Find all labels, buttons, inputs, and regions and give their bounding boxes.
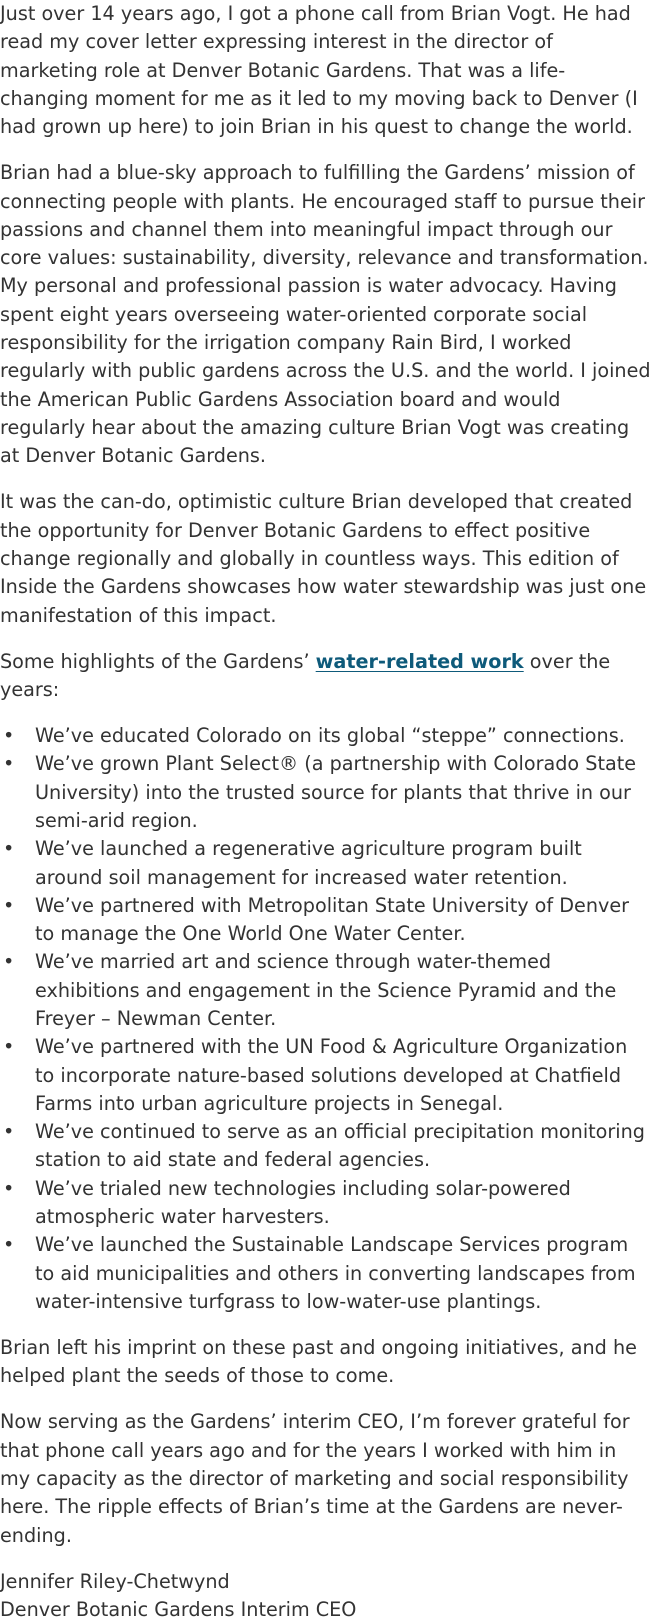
list-item-text: We’ve launched the Sustainable Landscape Services program to aid municipalities and others in converting landscapes from water-intensive turfgrass to low-water-use plantings. [35,1233,636,1313]
list-item-text: We’ve partnered with the UN Food & Agriculture Organization to incorporate nature-based solutions developed at Chatfield Farms into urban agriculture projects in Senegal. [35,1035,628,1115]
bullet-icon: • [3,893,15,917]
list-item-text: We’ve launched a regenerative agriculture program built around soil management for increased water retention. [35,837,582,889]
bullet-icon: • [3,1176,15,1200]
signature-title: Denver Botanic Gardens Interim CEO [0,1598,357,1622]
bullet-icon: • [3,1120,15,1144]
highlights-intro [0,648,651,705]
bullet-icon: • [3,1035,15,1059]
intro-paragraph-2: Brian had a blue-sky approach to fulfilling the Gardens’ mission of connecting people with plants. He encouraged staff to pursue their passions and channel them into meaningful impact through our core values: sustainability, diversity, relevance and transformation. My personal and professional passion is water advocacy. Having spent eight years overseeing water-oriented corporate social responsibility for the irrigation company Rain Bird, I worked regularly with public gardens across the U.S. and the world. I joined the American Public Gardens Association board and would regularly hear about the amazing culture Brian Vogt was creating at Denver Botanic Gardens. [0,161,651,468]
closing-paragraph-2: Now serving as the Gardens’ interim CEO, I’m forever grateful for that phone call years ago and for the years I worked with him in my capacity as the director of marketing and social responsibility here. The ripple effects of Brian’s time at the Gardens are never-ending. [0,1410,630,1547]
signature-block [0,1568,651,1624]
list-item-text: We’ve married art and science through water-themed exhibitions and engagement in the Science Pyramid and the Freyer – Newman Center. [35,950,617,1030]
list-item [0,1118,651,1175]
highlights-intro-before: Some highlights of the Gardens’ [0,649,316,673]
closing-paragraph-1: Brian left his imprint on these past and ongoing initiatives, and he helped plant the seeds of those to come. [0,1336,637,1388]
list-item-text: We’ve educated Colorado on its global “steppe” connections. [35,724,625,748]
list-item [0,1231,651,1316]
list-item [0,1175,651,1232]
intro-paragraph-1: Just over 14 years ago, I got a phone call from Brian Vogt. He had read my cover letter expressing interest in the director of marketing role at Denver Botanic Gardens. That was a life-changing moment for me as it led to my moving back to Denver (I had grown up here) to join Brian in his quest to change the world. [0,2,638,139]
bullet-icon: • [3,724,15,748]
highlights-intro-after: over the years: [0,649,611,701]
list-item-text: We’ve trialed new technologies including solar-powered atmospheric water harvesters. [35,1176,571,1229]
bullet-icon: • [3,950,15,974]
highlights-list [0,722,651,1316]
bullet-icon: • [3,1233,15,1257]
list-item [0,1033,651,1118]
list-item [0,948,651,1033]
bullet-icon: • [3,837,15,861]
list-item [0,835,651,892]
bullet-icon: • [3,752,15,776]
list-item-text: We’ve grown Plant Select® (a partnership with Colorado State University) into the trusted source for plants that thrive in our semi-arid region. [35,752,637,832]
water-related-work-link[interactable]: water-related work [315,649,524,673]
list-item [0,722,651,750]
signature-name: Jennifer Riley-Chetwynd [0,1569,230,1593]
list-item-text: We’ve continued to serve as an official precipitation monitoring station to aid state and federal agencies. [35,1120,645,1172]
intro-paragraph-3: It was the can-do, optimistic culture Brian developed that created the opportunity for Denver Botanic Gardens to effect positive change regionally and globally in countless ways. This edition of Inside the Gardens showcases how water stewardship was just one manifestation of this impact. [0,490,647,627]
list-item-text: We’ve partnered with Metropolitan State University of Denver to manage the One World One Water Center. [35,893,630,946]
list-item [0,892,651,949]
list-item [0,750,651,835]
